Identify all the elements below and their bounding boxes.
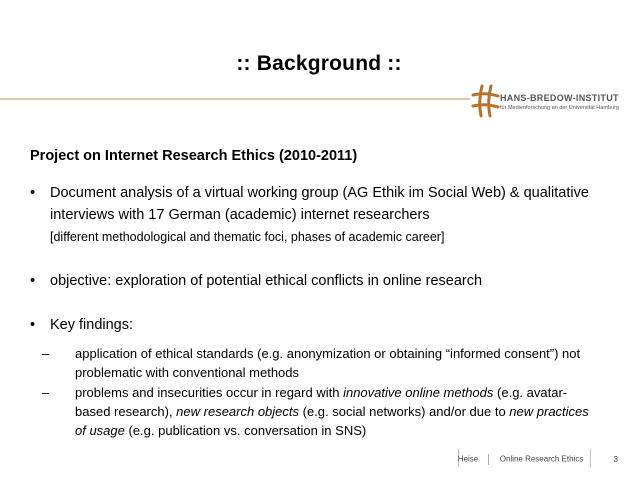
emphasis-research-objects: new research objects: [176, 404, 300, 419]
sub-bullet-marker: –: [42, 346, 50, 361]
text-run: (e.g. publication vs. conversation in SNS): [124, 423, 367, 438]
bullet-text: Key findings:: [50, 317, 134, 333]
bullet-item: [30, 314, 610, 336]
text-run: (e.g. avatar-based research),: [75, 385, 568, 419]
sub-bullet-marker: –: [42, 385, 50, 400]
text-run: problems and insecurities occur in regard with: [75, 385, 344, 400]
page-number: 3: [613, 454, 618, 464]
emphasis-practices-of-usage: new practices of usage: [75, 404, 589, 438]
bullet-marker: •: [30, 317, 36, 333]
text-run: (e.g. social networks) and/or due to: [299, 404, 510, 419]
title-divider: [0, 98, 470, 100]
section-heading: Project on Internet Research Ethics (2010-2011): [30, 148, 358, 164]
logo-subtitle: für Medienforschung an der Universität Hamburg: [500, 105, 619, 111]
footer: [458, 454, 618, 465]
sub-bullet-text: application of ethical standards (e.g. anonymization or obtaining “informed consent”) not problematic with conventional methods: [75, 346, 581, 380]
bullet-item: [30, 270, 610, 292]
footer-separator: [488, 454, 489, 465]
bullet-marker: •: [30, 185, 36, 201]
logo-name: HANS-BREDOW-INSTITUT: [500, 93, 619, 103]
emphasis-innovative-methods: innovative online methods: [343, 385, 494, 400]
bullet-text: objective: exploration of potential ethical conflicts in online research: [50, 273, 483, 289]
footer-subject: Online Research Ethics: [499, 454, 584, 464]
bullet-note: [different methodological and thematic foci, phases of academic career]: [50, 230, 445, 244]
bullet-marker: •: [30, 273, 36, 289]
hash-logo-icon: [470, 82, 500, 120]
sub-bullet-item: [42, 383, 595, 440]
bullet-item: [30, 182, 610, 248]
institute-logo: [470, 82, 638, 122]
bullet-text: Document analysis of a virtual working group (AG Ethik im Social Web) & qualitative interviews with 17 German (academic) internet researchers: [50, 185, 589, 223]
slide-title: :: Background ::: [236, 52, 402, 75]
sub-bullet-text: [75, 383, 595, 440]
sub-bullet-item: [42, 344, 595, 382]
footer-author: Heise: [457, 454, 479, 464]
